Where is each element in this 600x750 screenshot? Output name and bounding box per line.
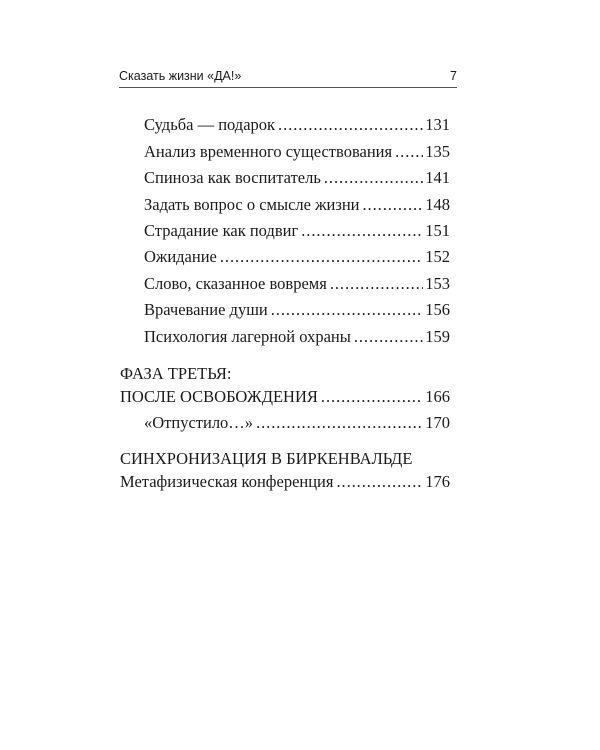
running-head-title: Сказать жизни «ДА!» xyxy=(119,69,242,83)
dot-leader xyxy=(321,387,423,407)
toc-entry-page: 156 xyxy=(425,300,450,319)
toc-entry-page: 131 xyxy=(425,115,450,134)
toc-entry-title: Спиноза как воспитатель xyxy=(144,168,321,187)
toc-entry[interactable] xyxy=(144,115,450,135)
toc-entry[interactable] xyxy=(144,300,450,320)
toc-entry-conference[interactable] xyxy=(120,472,450,492)
dot-leader xyxy=(395,142,423,162)
toc-entry[interactable] xyxy=(144,247,450,267)
toc-entry[interactable] xyxy=(144,413,450,433)
page-number: 7 xyxy=(450,69,457,83)
dot-leader xyxy=(324,168,423,188)
toc-entry-title: Слово, сказанное вовремя xyxy=(144,274,327,293)
toc-entry[interactable] xyxy=(144,327,450,347)
toc-entry-page: 153 xyxy=(425,274,450,293)
dot-leader xyxy=(330,274,423,294)
toc-entry-title: Метафизическая конференция xyxy=(120,472,334,491)
dot-leader xyxy=(271,300,424,320)
toc-entry[interactable] xyxy=(144,142,450,162)
section-heading-synchronization: СИНХРОНИЗАЦИЯ В БИРКЕНВАЛЬДЕ xyxy=(120,449,413,468)
dot-leader xyxy=(220,247,423,267)
toc-entry-page: 170 xyxy=(425,413,450,432)
toc-entry[interactable] xyxy=(144,274,450,294)
dot-leader xyxy=(354,327,423,347)
toc-entry-page: 176 xyxy=(425,472,450,491)
toc-entry-page: 159 xyxy=(425,327,450,346)
toc-entry-title: Врачевание души xyxy=(144,300,268,319)
toc-entry-title: Ожидание xyxy=(144,247,217,266)
dot-leader xyxy=(301,221,423,241)
toc-entry-part-three[interactable] xyxy=(120,387,450,407)
toc-entry-title: Задать вопрос о смысле жизни xyxy=(144,195,360,214)
toc-entry-page: 148 xyxy=(425,195,450,214)
toc-entry-page: 166 xyxy=(425,387,450,406)
toc-entry-title: «Отпустило…» xyxy=(144,413,254,432)
toc-entry-page: 135 xyxy=(425,142,450,161)
toc-entry-title: ПОСЛЕ ОСВОБОЖДЕНИЯ xyxy=(120,387,318,406)
toc-entry-title: Психология лагерной охраны xyxy=(144,327,351,346)
toc-entry-page: 141 xyxy=(425,168,450,187)
toc-entry-page: 151 xyxy=(425,221,450,240)
toc-entry-title: Страдание как подвиг xyxy=(144,221,299,240)
toc-entry[interactable] xyxy=(144,195,450,215)
toc-entry[interactable] xyxy=(144,168,450,188)
dot-leader xyxy=(256,413,423,433)
toc-entry-title: Судьба — подарок xyxy=(144,115,276,134)
toc-entry-title: Анализ временного существования xyxy=(144,142,393,161)
dot-leader xyxy=(336,472,423,492)
dot-leader xyxy=(278,115,423,135)
toc-entry-page: 152 xyxy=(425,247,450,266)
toc-entry[interactable] xyxy=(144,221,450,241)
section-heading-part-three: ФАЗА ТРЕТЬЯ: xyxy=(120,364,232,383)
dot-leader xyxy=(363,195,424,215)
